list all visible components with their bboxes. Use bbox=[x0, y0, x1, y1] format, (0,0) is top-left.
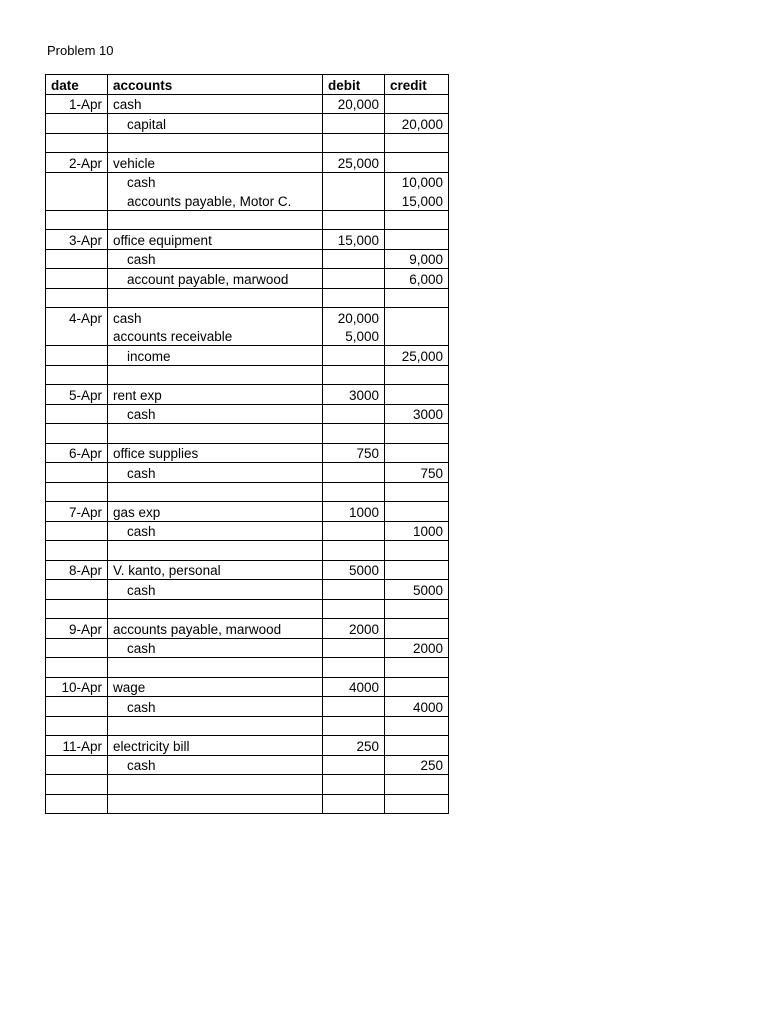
table-row bbox=[46, 172, 449, 191]
credit-cell bbox=[385, 482, 449, 502]
table-row bbox=[46, 521, 449, 541]
date-cell bbox=[46, 133, 108, 153]
account-cell: accounts payable, marwood bbox=[108, 619, 323, 639]
table-row bbox=[46, 288, 449, 308]
debit-cell: 5000 bbox=[323, 560, 385, 580]
account-cell: capital bbox=[108, 114, 323, 134]
account-cell bbox=[108, 424, 323, 444]
header-debit: debit bbox=[323, 75, 385, 95]
date-cell bbox=[46, 658, 108, 678]
credit-cell bbox=[385, 619, 449, 639]
account-cell bbox=[108, 716, 323, 736]
account-cell: cash bbox=[108, 308, 323, 327]
table-row bbox=[46, 560, 449, 580]
account-cell: gas exp bbox=[108, 502, 323, 522]
account-cell bbox=[108, 541, 323, 561]
account-cell bbox=[108, 599, 323, 619]
debit-cell: 20,000 bbox=[323, 308, 385, 327]
account-cell bbox=[108, 794, 323, 814]
table-row bbox=[46, 677, 449, 697]
journal-table bbox=[45, 74, 449, 814]
debit-cell bbox=[323, 404, 385, 424]
table-row bbox=[46, 443, 449, 463]
account-cell: vehicle bbox=[108, 153, 323, 173]
date-cell bbox=[46, 794, 108, 814]
credit-cell bbox=[385, 736, 449, 756]
debit-cell bbox=[323, 365, 385, 385]
credit-cell bbox=[385, 443, 449, 463]
account-cell: account payable, marwood bbox=[108, 269, 323, 289]
date-cell bbox=[46, 716, 108, 736]
credit-cell: 9,000 bbox=[385, 249, 449, 269]
table-row bbox=[46, 327, 449, 346]
table-row bbox=[46, 365, 449, 385]
credit-cell: 750 bbox=[385, 463, 449, 483]
debit-cell bbox=[323, 463, 385, 483]
debit-cell bbox=[323, 133, 385, 153]
debit-cell bbox=[323, 638, 385, 658]
debit-cell bbox=[323, 191, 385, 210]
table-row bbox=[46, 697, 449, 717]
table-row bbox=[46, 794, 449, 814]
date-cell: 3-Apr bbox=[46, 230, 108, 250]
credit-cell: 15,000 bbox=[385, 191, 449, 210]
date-cell bbox=[46, 482, 108, 502]
table-row bbox=[46, 599, 449, 619]
account-cell bbox=[108, 658, 323, 678]
account-cell: income bbox=[108, 346, 323, 366]
credit-cell: 4000 bbox=[385, 697, 449, 717]
debit-cell bbox=[323, 599, 385, 619]
debit-cell: 3000 bbox=[323, 385, 385, 405]
credit-cell: 10,000 bbox=[385, 172, 449, 191]
table-row bbox=[46, 424, 449, 444]
table-row bbox=[46, 755, 449, 775]
table-row bbox=[46, 230, 449, 250]
debit-cell: 750 bbox=[323, 443, 385, 463]
date-cell bbox=[46, 191, 108, 210]
debit-cell: 15,000 bbox=[323, 230, 385, 250]
table-row bbox=[46, 658, 449, 678]
account-cell: cash bbox=[108, 463, 323, 483]
date-cell: 4-Apr bbox=[46, 308, 108, 327]
date-cell bbox=[46, 269, 108, 289]
account-cell bbox=[108, 775, 323, 795]
account-cell: cash bbox=[108, 697, 323, 717]
debit-cell bbox=[323, 424, 385, 444]
account-cell: cash bbox=[108, 638, 323, 658]
date-cell bbox=[46, 365, 108, 385]
table-row bbox=[46, 638, 449, 658]
account-cell: cash bbox=[108, 172, 323, 191]
debit-cell bbox=[323, 249, 385, 269]
date-cell bbox=[46, 755, 108, 775]
account-cell: wage bbox=[108, 677, 323, 697]
debit-cell: 250 bbox=[323, 736, 385, 756]
date-cell: 11-Apr bbox=[46, 736, 108, 756]
debit-cell bbox=[323, 288, 385, 308]
table-row bbox=[46, 269, 449, 289]
debit-cell: 1000 bbox=[323, 502, 385, 522]
credit-cell bbox=[385, 716, 449, 736]
credit-cell bbox=[385, 658, 449, 678]
date-cell bbox=[46, 521, 108, 541]
credit-cell bbox=[385, 560, 449, 580]
table-row bbox=[46, 153, 449, 173]
account-cell: rent exp bbox=[108, 385, 323, 405]
credit-cell: 5000 bbox=[385, 580, 449, 600]
date-cell bbox=[46, 697, 108, 717]
debit-cell bbox=[323, 794, 385, 814]
date-cell: 6-Apr bbox=[46, 443, 108, 463]
credit-cell: 250 bbox=[385, 755, 449, 775]
debit-cell bbox=[323, 210, 385, 230]
credit-cell bbox=[385, 133, 449, 153]
date-cell bbox=[46, 463, 108, 483]
date-cell bbox=[46, 114, 108, 134]
date-cell: 1-Apr bbox=[46, 94, 108, 114]
date-cell: 10-Apr bbox=[46, 677, 108, 697]
date-cell bbox=[46, 580, 108, 600]
credit-cell bbox=[385, 599, 449, 619]
debit-cell bbox=[323, 716, 385, 736]
table-row bbox=[46, 404, 449, 424]
date-cell bbox=[46, 210, 108, 230]
debit-cell: 5,000 bbox=[323, 327, 385, 346]
credit-cell bbox=[385, 794, 449, 814]
table-row bbox=[46, 619, 449, 639]
credit-cell bbox=[385, 365, 449, 385]
debit-cell bbox=[323, 580, 385, 600]
date-cell bbox=[46, 249, 108, 269]
account-cell: accounts payable, Motor C. bbox=[108, 191, 323, 210]
account-cell bbox=[108, 482, 323, 502]
journal-body bbox=[46, 94, 449, 814]
credit-cell bbox=[385, 385, 449, 405]
date-cell bbox=[46, 327, 108, 346]
header-date: date bbox=[46, 75, 108, 95]
credit-cell: 25,000 bbox=[385, 346, 449, 366]
credit-cell bbox=[385, 210, 449, 230]
account-cell: cash bbox=[108, 580, 323, 600]
table-row bbox=[46, 541, 449, 561]
table-row bbox=[46, 716, 449, 736]
credit-cell: 20,000 bbox=[385, 114, 449, 134]
credit-cell bbox=[385, 677, 449, 697]
date-cell: 5-Apr bbox=[46, 385, 108, 405]
table-row bbox=[46, 482, 449, 502]
table-row bbox=[46, 463, 449, 483]
debit-cell bbox=[323, 172, 385, 191]
account-cell: accounts receivable bbox=[108, 327, 323, 346]
credit-cell: 6,000 bbox=[385, 269, 449, 289]
date-cell: 2-Apr bbox=[46, 153, 108, 173]
table-row bbox=[46, 94, 449, 114]
date-cell bbox=[46, 775, 108, 795]
account-cell: V. kanto, personal bbox=[108, 560, 323, 580]
table-row bbox=[46, 308, 449, 327]
table-row bbox=[46, 580, 449, 600]
credit-cell bbox=[385, 94, 449, 114]
credit-cell: 1000 bbox=[385, 521, 449, 541]
debit-cell: 4000 bbox=[323, 677, 385, 697]
account-cell bbox=[108, 365, 323, 385]
account-cell bbox=[108, 288, 323, 308]
table-row bbox=[46, 502, 449, 522]
credit-cell: 3000 bbox=[385, 404, 449, 424]
account-cell: cash bbox=[108, 404, 323, 424]
date-cell bbox=[46, 541, 108, 561]
date-cell bbox=[46, 172, 108, 191]
debit-cell: 2000 bbox=[323, 619, 385, 639]
account-cell: cash bbox=[108, 755, 323, 775]
debit-cell bbox=[323, 775, 385, 795]
debit-cell bbox=[323, 269, 385, 289]
table-row bbox=[46, 191, 449, 210]
debit-cell bbox=[323, 755, 385, 775]
credit-cell: 2000 bbox=[385, 638, 449, 658]
account-cell bbox=[108, 210, 323, 230]
date-cell bbox=[46, 288, 108, 308]
account-cell bbox=[108, 133, 323, 153]
date-cell: 9-Apr bbox=[46, 619, 108, 639]
debit-cell bbox=[323, 482, 385, 502]
account-cell: office equipment bbox=[108, 230, 323, 250]
credit-cell bbox=[385, 424, 449, 444]
table-row bbox=[46, 736, 449, 756]
date-cell bbox=[46, 638, 108, 658]
debit-cell bbox=[323, 541, 385, 561]
credit-cell bbox=[385, 541, 449, 561]
debit-cell bbox=[323, 697, 385, 717]
date-cell bbox=[46, 599, 108, 619]
debit-cell: 20,000 bbox=[323, 94, 385, 114]
table-row bbox=[46, 775, 449, 795]
header-row bbox=[46, 75, 449, 95]
table-row bbox=[46, 346, 449, 366]
credit-cell bbox=[385, 502, 449, 522]
header-credit: credit bbox=[385, 75, 449, 95]
credit-cell bbox=[385, 327, 449, 346]
table-row bbox=[46, 133, 449, 153]
debit-cell bbox=[323, 658, 385, 678]
credit-cell bbox=[385, 230, 449, 250]
credit-cell bbox=[385, 153, 449, 173]
credit-cell bbox=[385, 775, 449, 795]
table-row bbox=[46, 114, 449, 134]
date-cell: 7-Apr bbox=[46, 502, 108, 522]
page-title: Problem 10 bbox=[47, 43, 114, 58]
date-cell bbox=[46, 346, 108, 366]
credit-cell bbox=[385, 308, 449, 327]
account-cell: cash bbox=[108, 94, 323, 114]
table-row bbox=[46, 385, 449, 405]
credit-cell bbox=[385, 288, 449, 308]
table-row bbox=[46, 249, 449, 269]
debit-cell bbox=[323, 346, 385, 366]
debit-cell bbox=[323, 114, 385, 134]
table-row bbox=[46, 210, 449, 230]
debit-cell: 25,000 bbox=[323, 153, 385, 173]
account-cell: cash bbox=[108, 249, 323, 269]
date-cell: 8-Apr bbox=[46, 560, 108, 580]
debit-cell bbox=[323, 521, 385, 541]
date-cell bbox=[46, 404, 108, 424]
account-cell: electricity bill bbox=[108, 736, 323, 756]
account-cell: office supplies bbox=[108, 443, 323, 463]
date-cell bbox=[46, 424, 108, 444]
header-accounts: accounts bbox=[108, 75, 323, 95]
account-cell: cash bbox=[108, 521, 323, 541]
